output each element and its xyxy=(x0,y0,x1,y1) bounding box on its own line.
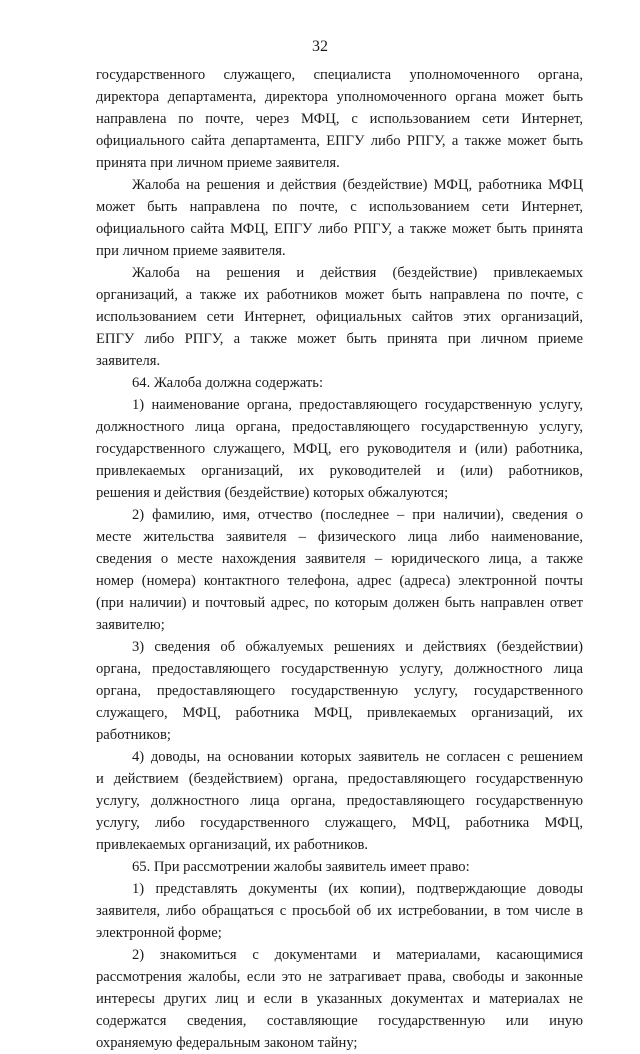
text-line: государственного служащего, МФЦ, его руководителя и (или) работника, xyxy=(96,441,583,457)
text-line: 1) представлять документы (их копии), подтверждающие доводы xyxy=(132,881,583,897)
text-line: принята при личном приеме заявителя. xyxy=(96,155,340,171)
text-line: содержатся сведения, составляющие государственную или иную xyxy=(96,1013,583,1029)
text-line: заявителя, либо обращаться с просьбой об их истребовании, в том числе в xyxy=(96,903,583,919)
text-line: сведения о месте нахождения заявителя – юридического лица, а также xyxy=(96,551,583,567)
text-line: государственного служащего, специалиста уполномоченного органа, xyxy=(96,67,583,83)
document-body xyxy=(96,64,583,1054)
text-line: (при наличии) и почтовый адрес, по которым должен быть направлен ответ xyxy=(96,595,583,611)
text-line: электронной форме; xyxy=(96,925,222,941)
text-line: органа, предоставляющего государственную услугу, должностного лица xyxy=(96,661,583,677)
text-line: охраняемую федеральным законом тайну; xyxy=(96,1035,358,1051)
text-line: использованием сети Интернет, официальных сайтов этих организаций, xyxy=(96,309,583,325)
text-line: 1) наименование органа, предоставляющего государственную услугу, xyxy=(132,397,583,413)
text-line: решения и действия (бездействие) которых обжалуются; xyxy=(96,485,449,501)
text-line: официального сайта МФЦ, ЕПГУ либо РПГУ, а также может быть принята xyxy=(96,221,583,237)
text-line: рассмотрения жалобы, если это не затрагивает права, свободы и законные xyxy=(96,969,583,985)
text-line: услугу, либо государственного служащего, МФЦ, работника МФЦ, xyxy=(96,815,583,831)
text-line: Жалоба на решения и действия (бездействие) привлекаемых xyxy=(132,265,583,281)
text-line: директора департамента, директора уполномоченного органа может быть xyxy=(96,89,583,105)
text-line: 64. Жалоба должна содержать: xyxy=(132,375,323,391)
text-line: и действием (бездействием) органа, предоставляющего государственную xyxy=(96,771,583,787)
text-line: заявителю; xyxy=(96,617,165,633)
text-line: органа, предоставляющего государственную услугу, государственного xyxy=(96,683,583,699)
text-line: работников; xyxy=(96,727,171,743)
text-line: интересы других лиц и если в указанных документах и материалах не xyxy=(96,991,583,1007)
text-line: 2) знакомиться с документами и материалами, касающимися xyxy=(132,947,583,963)
text-line: привлекаемых организаций, их руководителей и (или) работников, xyxy=(96,463,583,479)
text-line: месте жительства заявителя – физического лица либо наименование, xyxy=(96,529,583,545)
text-line: ЕПГУ либо РПГУ, а также может быть принята при личном приеме xyxy=(96,331,583,347)
text-line: при личном приеме заявителя. xyxy=(96,243,286,259)
text-line: направлена по почте, через МФЦ, с использованием сети Интернет, xyxy=(96,111,583,127)
text-line: услугу, должностного лица органа, предоставляющего государственную xyxy=(96,793,583,809)
text-line: 3) сведения об обжалуемых решениях и действиях (бездействии) xyxy=(132,639,583,655)
text-line: 65. При рассмотрении жалобы заявитель имеет право: xyxy=(132,859,470,875)
page-number: 32 xyxy=(312,38,328,55)
text-line: 2) фамилию, имя, отчество (последнее – при наличии), сведения о xyxy=(132,507,583,523)
text-line: организаций, а также их работников может быть направлена по почте, с xyxy=(96,287,583,303)
text-line: может быть направлена по почте, с использованием сети Интернет, xyxy=(96,199,583,215)
text-line: служащего, МФЦ, работника МФЦ, привлекаемых организаций, их xyxy=(96,705,583,721)
text-line: привлекаемых организаций, их работников. xyxy=(96,837,369,853)
text-line: номер (номера) контактного телефона, адрес (адреса) электронной почты xyxy=(96,573,583,589)
text-line: Жалоба на решения и действия (бездействие) МФЦ, работника МФЦ xyxy=(132,177,583,193)
text-line: заявителя. xyxy=(96,353,161,369)
text-line: официального сайта департамента, ЕПГУ либо РПГУ, а также может быть xyxy=(96,133,583,149)
text-line: должностного лица органа, предоставляющего государственную услугу, xyxy=(96,419,583,435)
text-line: 4) доводы, на основании которых заявитель не согласен с решением xyxy=(132,749,583,765)
